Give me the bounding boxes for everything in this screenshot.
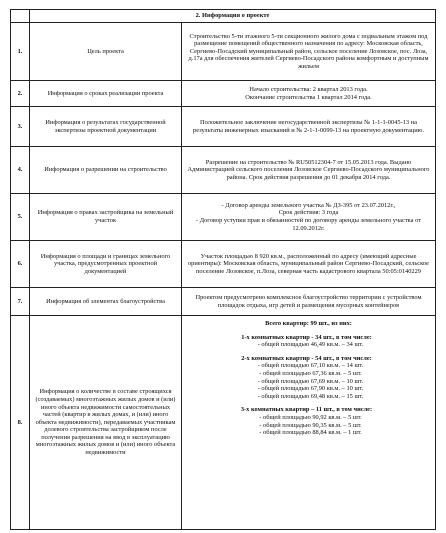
area-line: - общей площадью 46,49 кв.м. – 34 шт. bbox=[257, 341, 364, 349]
area-line: - общей площадью 67,69 кв.м. – 10 шт. bbox=[257, 377, 364, 385]
area-line: - общей площадью 88,84 кв.м. – 1 шт. bbox=[259, 429, 362, 437]
row-number: 3. bbox=[11, 107, 30, 147]
area-line: - общей площадью 67,10 кв.м. – 14 шт. bbox=[257, 362, 364, 370]
row-number: 2. bbox=[11, 81, 30, 107]
row-label: Информация о сроках реализации проекта bbox=[30, 81, 182, 107]
table-row bbox=[11, 107, 436, 147]
section-title: 2. Информация о проекте bbox=[30, 10, 436, 23]
row-number: 4. bbox=[11, 147, 30, 194]
table-header-row bbox=[11, 10, 436, 23]
table-row bbox=[11, 241, 436, 288]
table-row bbox=[11, 23, 436, 81]
row-content: Строительство 5-ти этажного 5-ти секционного жилого дома с подвальным этажом под размещение помещений общественного назначения по адресу: Московская область, Сергиево-Посадский муниципальный район, сельское поселение Лозовское, пос. Лоза, д.17а для обеспечения жителей Сергиево-Посадского района комфортным и доступным жильем bbox=[182, 23, 436, 81]
content-line: - Договор уступки прав и обязанностей по договору аренды земельного участка от 12.09.2012г. bbox=[196, 217, 421, 232]
row-content: Положительное заключение негосударственной экспертизы № 1-1-1-0045-13 на результаты инженерных изысканий и № 2-1-1-0099-13 на проектную документацию. bbox=[182, 107, 436, 147]
group-heading: 1-х комнатных квартир - 34 шт., в том числе: bbox=[241, 333, 372, 341]
area-line: - общей площадью 90,35 кв.м. – 5 шт. bbox=[259, 421, 362, 429]
apartment-group-3room bbox=[185, 406, 432, 436]
row-label: Информация о разрешении на строительство bbox=[30, 147, 182, 194]
area-line: - общей площадью 67,90 кв.м. – 10 шт. bbox=[257, 385, 364, 393]
apartment-group-2room bbox=[185, 355, 432, 401]
project-info-table bbox=[10, 9, 436, 530]
row-label: Информация о площади и границах земельного участка, предусмотренных проектной документацией bbox=[30, 241, 182, 288]
row-number: 5. bbox=[11, 194, 30, 241]
area-line: - общей площадью 69,48 кв.м. – 15 шт. bbox=[257, 392, 364, 400]
apartment-group-1room bbox=[185, 334, 432, 349]
row-label: Информация о результатах государственной экспертизы проектной документации bbox=[30, 107, 182, 147]
empty-number-cell bbox=[11, 10, 30, 23]
table-row bbox=[11, 316, 436, 530]
row-content bbox=[182, 81, 436, 107]
row-content bbox=[182, 194, 436, 241]
row-label: Цель проекта bbox=[30, 23, 182, 81]
row-number: 8. bbox=[11, 316, 30, 530]
row-number: 6. bbox=[11, 241, 30, 288]
apartments-total: Всего квартир: 99 шт., из них: bbox=[265, 320, 352, 327]
content-line: Срок действия: 3 года bbox=[278, 209, 339, 217]
table-row bbox=[11, 194, 436, 241]
area-line: - общей площадью 67,36 кв.м. – 5 шт. bbox=[259, 369, 362, 377]
table-row bbox=[11, 81, 436, 107]
row-number: 7. bbox=[11, 288, 30, 316]
row-content: Участок площадью 8 920 кв.м., расположенный по адресу (имеющий адресные ориентиры): Московская область, муниципальный район Сергиево-Посадский, сельское поселение Лозовское, п.Лоза, северная часть кадастрового квартала 50:05:0140229 bbox=[182, 241, 436, 288]
row-label: Информация об элементах благоустройства bbox=[30, 288, 182, 316]
area-line: - общей площадью 90,92 кв.м. – 5 шт. bbox=[259, 413, 362, 421]
row-number: 1. bbox=[11, 23, 30, 81]
row-content: Проектом предусмотрено комплексное благоустройство территории с устройством площадок отдыха, игр детей и размещения мусорных контейнеров bbox=[182, 288, 436, 316]
content-line: Начало строительства: 2 квартал 2013 года. bbox=[249, 85, 368, 93]
row-content: Разрешение на строительство № RU50512304-7 от 15.05.2013 года. Выдано Администрацией сельского поселения Лозовское Сергиево-Посадского муниципального района. Срок действия разрешения до 01 декабря 2014 года. bbox=[182, 147, 436, 194]
content-line: Окончание строительства 1 квартал 2014 года. bbox=[245, 93, 372, 101]
table-row bbox=[11, 147, 436, 194]
group-heading: 2-х комнатных квартир - 54 шт., в том числе: bbox=[241, 354, 372, 362]
row-label: Информация о правах застройщика на земельный участок bbox=[30, 194, 182, 241]
group-heading: 3-х комнатных квартир – 11 шт., в том числе: bbox=[240, 406, 373, 414]
content-line: - Договор аренды земельного участка № ДЗ-395 от 23.07.2012г., bbox=[221, 201, 396, 209]
apartments-breakdown bbox=[182, 316, 436, 530]
table-row bbox=[11, 288, 436, 316]
row-label: Информация о количестве в составе строящихся (создаваемых) многоэтажных жилых домов и (или) иного объекта недвижимости самостоятельных частей (квартир в жилых домах, и (или) иного объекта недвижимости), передаваемых участникам долевого строительства застройщиком после получения разрешения на ввод в эксплуатацию многоэтажных жилых домов и (или) иного объекта недвижимости bbox=[30, 316, 182, 530]
